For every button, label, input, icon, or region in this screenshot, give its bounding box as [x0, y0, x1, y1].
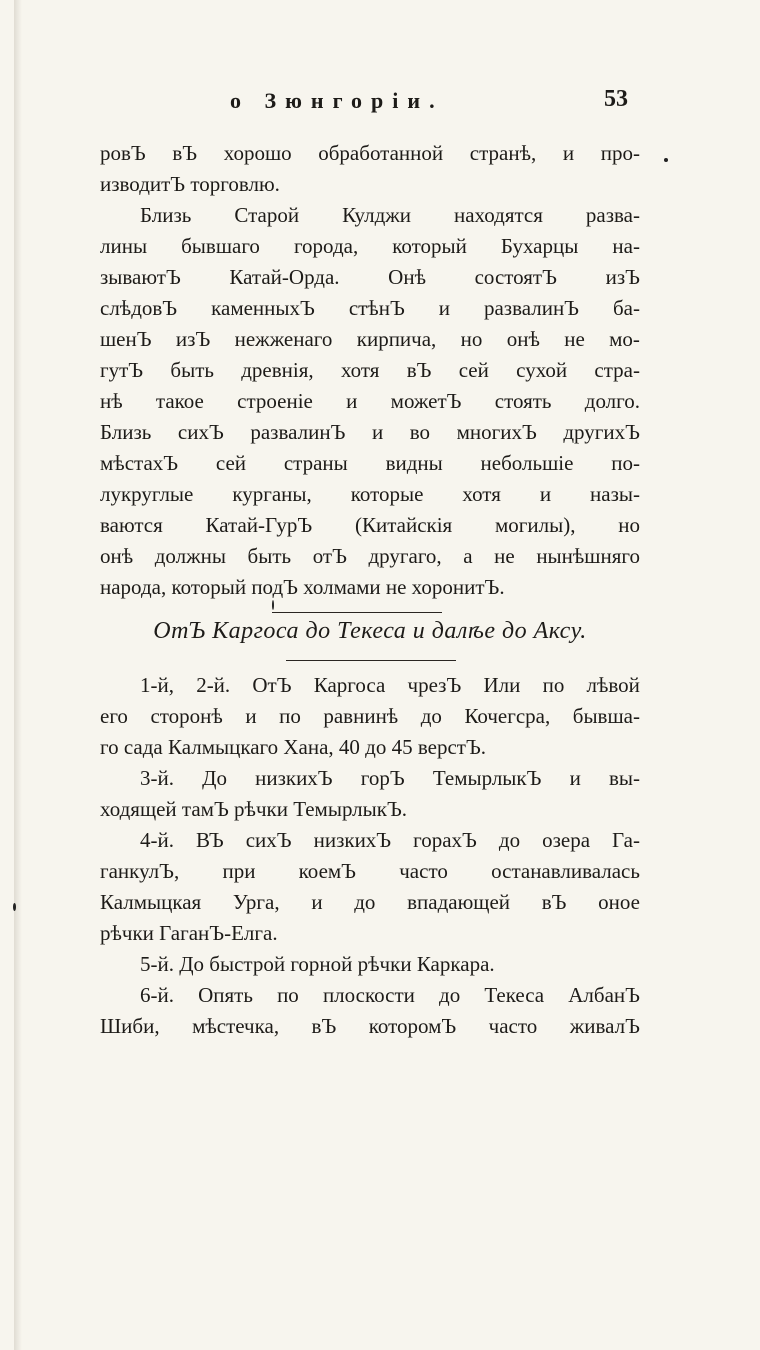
word: слѣдовЪ: [100, 296, 178, 320]
word: (Китайскія: [354, 513, 453, 537]
word: вы-: [608, 766, 640, 790]
word: шенЪ: [100, 327, 152, 351]
word: многихЪ: [456, 420, 537, 444]
word: чрезЪ: [407, 673, 462, 697]
word: сихЪ: [177, 420, 224, 444]
text-line: [100, 262, 640, 293]
word: нынѣшняго: [536, 544, 640, 568]
page-header: [100, 82, 640, 122]
word: отЪ: [312, 544, 347, 568]
word: видны: [385, 451, 443, 475]
word: АлбанЪ: [568, 983, 640, 1007]
text-line: изводитЪ торговлю.: [100, 172, 280, 196]
word: сей: [458, 358, 489, 382]
word: должны: [154, 544, 226, 568]
route-line: [100, 856, 640, 887]
word: останавливалась: [491, 859, 640, 883]
route-line: го сада Калмыцкаго Хана, 40 до 45 верстЪ.: [100, 735, 487, 759]
route-line: [100, 980, 640, 1011]
word: Онѣ: [388, 265, 426, 289]
word: низкихЪ: [255, 766, 333, 790]
word: До: [202, 766, 227, 790]
word: ОтЪ: [252, 673, 292, 697]
word: 1-й,: [140, 673, 174, 697]
word: часто: [488, 1014, 538, 1038]
word: до: [354, 890, 376, 914]
route-line: рѣчки ГаганЪ-Елга.: [100, 921, 278, 945]
word: Близь: [140, 203, 192, 227]
word: Катай-ГурЪ: [205, 513, 313, 537]
word: 2-й.: [196, 673, 231, 697]
ink-speck: [664, 158, 668, 162]
word: изЪ: [605, 265, 640, 289]
word: низкихЪ: [313, 828, 392, 852]
word: Га-: [612, 828, 640, 852]
word: его: [100, 704, 128, 728]
text-line: [100, 448, 640, 479]
word: развалинЪ: [250, 420, 346, 444]
word: вЪ: [311, 1014, 337, 1038]
word: быть: [170, 358, 214, 382]
word: сторонѣ: [150, 704, 223, 728]
word: небольшіе: [480, 451, 574, 475]
paragraph-continuation: [100, 138, 640, 200]
word: которомЪ: [368, 1014, 457, 1038]
word: древнія,: [241, 358, 314, 382]
word: во: [409, 420, 431, 444]
word: лѣвой: [586, 673, 640, 697]
word: нежженаго: [234, 327, 333, 351]
text-line: [100, 293, 640, 324]
word: но: [618, 513, 640, 537]
word: Калмыцкая: [100, 890, 202, 914]
word: хотя: [462, 482, 501, 506]
word: Шиби,: [100, 1014, 160, 1038]
word: другаго,: [368, 544, 442, 568]
paragraph-katai-orda: [100, 200, 640, 603]
word: часто: [399, 859, 448, 883]
word: Или: [483, 673, 521, 697]
text-line: народа, который подЪ холмами не хоронитЪ.: [100, 575, 505, 599]
word: хорошо: [223, 141, 292, 165]
word: и: [245, 704, 257, 728]
word: по: [542, 673, 565, 697]
word: лины: [100, 234, 148, 258]
word: 6-й.: [140, 983, 174, 1007]
word: долго.: [584, 389, 640, 413]
word: и: [539, 482, 552, 506]
word: стра-: [594, 358, 640, 382]
word: равнинѣ: [323, 704, 399, 728]
word: Каргоса: [313, 673, 386, 697]
word: другихЪ: [563, 420, 640, 444]
word: не: [494, 544, 515, 568]
word: 4-й.: [140, 828, 174, 852]
word: страны: [283, 451, 348, 475]
word: быть: [247, 544, 292, 568]
route-list: [100, 670, 640, 1042]
word: назы-: [590, 482, 640, 506]
text-line: [100, 231, 640, 262]
word: по: [279, 704, 301, 728]
word: ровЪ: [100, 141, 146, 165]
word: стѣнЪ: [348, 296, 405, 320]
word: находятся: [453, 203, 543, 227]
word: хотя: [340, 358, 380, 382]
word: вЪ: [541, 890, 567, 914]
text-line: [100, 355, 640, 386]
page-gutter-shadow: [14, 0, 22, 1350]
word: Бухарцы: [500, 234, 579, 258]
word: такое: [155, 389, 204, 413]
route-line: [100, 825, 640, 856]
word: по: [277, 983, 299, 1007]
word: про-: [600, 141, 640, 165]
word: ваются: [100, 513, 163, 537]
word: стоять: [494, 389, 552, 413]
word: Близь: [100, 420, 152, 444]
word: каменныхЪ: [211, 296, 315, 320]
section-title: ОтЪ Каргоса до Текеса и далѣе до Аксу.: [153, 618, 587, 644]
word: Урга,: [232, 890, 280, 914]
word: Текеса: [484, 983, 545, 1007]
route-line: ходящей тамЪ рѣчки ТемырлыкЪ.: [100, 797, 408, 821]
word: обработанной: [318, 141, 444, 165]
word: коемЪ: [298, 859, 357, 883]
route-line: 5-й. До быстрой горной рѣчки Каркара.: [140, 952, 495, 976]
text-line: [100, 386, 640, 417]
word: мѣстахЪ: [100, 451, 179, 475]
word: ВЪ: [195, 828, 224, 852]
word: которые: [350, 482, 424, 506]
word: развалинЪ: [483, 296, 580, 320]
word: и: [311, 890, 323, 914]
word: ба-: [612, 296, 640, 320]
word: ТемырлыкЪ: [432, 766, 542, 790]
text-line: [100, 324, 640, 355]
word: нѣ: [100, 389, 123, 413]
ink-speck: [272, 600, 274, 610]
word: и: [346, 389, 358, 413]
route-line: [100, 1011, 640, 1042]
word: разва-: [585, 203, 640, 227]
route-line: [100, 670, 640, 701]
route-line: [100, 701, 640, 732]
section-rule-top: [272, 612, 442, 613]
text-line: [100, 200, 640, 231]
word: впадающей: [407, 890, 511, 914]
word: вЪ: [406, 358, 432, 382]
word: странѣ,: [469, 141, 537, 165]
word: зываютЪ: [100, 265, 181, 289]
word: города,: [293, 234, 359, 258]
word: бывшаго: [181, 234, 260, 258]
page-number: 53: [604, 86, 628, 112]
word: до: [420, 704, 442, 728]
word: плоскости: [322, 983, 415, 1007]
word: Катай-Орда.: [229, 265, 340, 289]
word: и: [569, 766, 581, 790]
word: не: [564, 327, 585, 351]
word: сей: [215, 451, 247, 475]
word: до: [498, 828, 521, 852]
text-line: [100, 479, 640, 510]
word: озера: [542, 828, 591, 852]
word: но: [460, 327, 483, 351]
running-head: о Зюнгоріи.: [230, 88, 444, 113]
word: онѣ: [100, 544, 134, 568]
word: Опять: [198, 983, 253, 1007]
word: до: [439, 983, 461, 1007]
word: онѣ: [506, 327, 540, 351]
word: гутЪ: [100, 358, 144, 382]
text-line: [100, 541, 640, 572]
word: оное: [598, 890, 640, 914]
word: при: [222, 859, 256, 883]
word: изЪ: [175, 327, 211, 351]
word: курганы,: [232, 482, 312, 506]
word: мо-: [609, 327, 640, 351]
word: Кочегсра,: [464, 704, 551, 728]
word: сухой: [516, 358, 568, 382]
word: ганкулЪ,: [100, 859, 180, 883]
text-line: [100, 417, 640, 448]
word: и: [562, 141, 575, 165]
section-rule-bottom: [286, 660, 456, 661]
word: по-: [611, 451, 640, 475]
word: и: [371, 420, 384, 444]
word: сихЪ: [245, 828, 292, 852]
text-line: [100, 138, 640, 169]
word: лукруглые: [100, 482, 194, 506]
word: живалЪ: [569, 1014, 640, 1038]
ink-speck: [13, 903, 16, 911]
word: кирпича,: [356, 327, 437, 351]
word: вЪ: [172, 141, 198, 165]
word: 3-й.: [140, 766, 174, 790]
text-line: [100, 510, 640, 541]
word: а: [463, 544, 473, 568]
word: горахЪ: [413, 828, 477, 852]
word: мѣстечка,: [192, 1014, 280, 1038]
word: строеніе: [237, 389, 313, 413]
route-line: [100, 887, 640, 918]
word: могилы),: [494, 513, 576, 537]
word: Старой: [234, 203, 300, 227]
word: бывша-: [572, 704, 640, 728]
word: и: [438, 296, 450, 320]
word: на-: [612, 234, 640, 258]
word: можетЪ: [390, 389, 462, 413]
word: горЪ: [360, 766, 405, 790]
word: состоятЪ: [474, 265, 557, 289]
word: Кулджи: [342, 203, 411, 227]
word: который: [392, 234, 467, 258]
route-line: [100, 763, 640, 794]
